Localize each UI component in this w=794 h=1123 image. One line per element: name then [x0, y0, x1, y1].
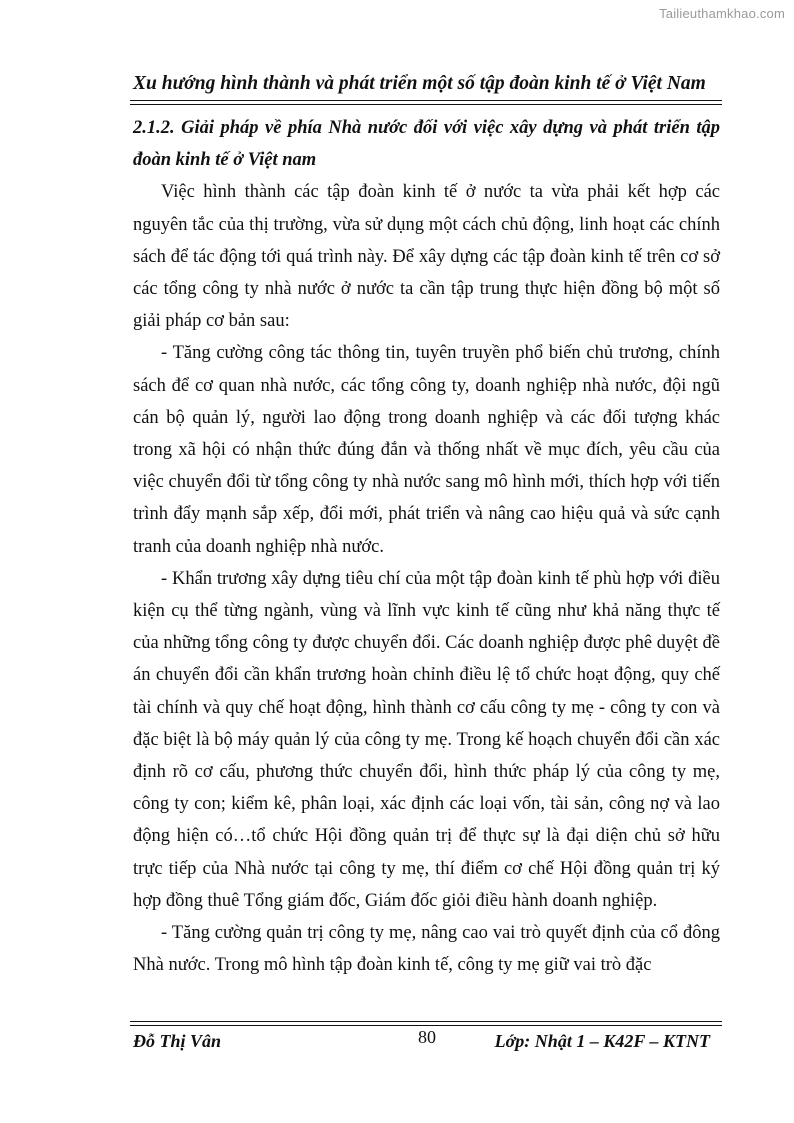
paragraph-bullet-information: - Tăng cường công tác thông tin, tuyên truyền phổ biến chủ trương, chính sách để cơ quan nhà nước, các tổng công ty, doanh nghiệp nhà nước, đội ngũ cán bộ quản lý, người lao động trong doanh nghiệp và các đối tượng khác trong xã hội có nhận thức đúng đắn và thống nhất về mục đích, yêu cầu của việc chuyển đổi từ tổng công ty nhà nước sang mô hình mới, thích hợp với tiến trình đẩy mạnh sắp xếp, đổi mới, phát triển và nâng cao hiệu quả và sức cạnh tranh của doanh nghiệp nhà nước. [133, 343, 720, 557]
footer-author: Đỗ Thị Vân [133, 1031, 222, 1051]
page-number: 80 [418, 1027, 436, 1047]
footer-class-info: Lớp: Nhật 1 – K42F – KTNT [494, 1031, 710, 1051]
paragraph-bullet-governance: - Tăng cường quản trị công ty mẹ, nâng cao vai trò quyết định của cổ đông Nhà nước. Trong mô hình tập đoàn kinh tế, công ty mẹ giữ vai trò đặc [133, 923, 720, 976]
section-heading: 2.1.2. Giải pháp về phía Nhà nước đối với việc xây dựng và phát triển tập đoàn kinh tế ở Việt nam [133, 118, 720, 171]
header-rule-lower [130, 104, 722, 105]
page-header-title: Xu hướng hình thành và phát triển một số tập đoàn kinh tế ở Việt Nam [133, 73, 706, 94]
paragraph-intro: Việc hình thành các tập đoàn kinh tế ở nước ta vừa phải kết hợp các nguyên tắc của thị trường, vừa sử dụng một cách chủ động, linh hoạt các chính sách để tác động tới quá trình này. Để xây dựng các tập đoàn kinh tế trên cơ sở các tổng công ty nhà nước ở nước ta cần tập trung thực hiện đồng bộ một số giải pháp cơ bản sau: [133, 182, 720, 332]
footer-rule-upper [130, 1021, 722, 1022]
watermark: Tailieuthamkhao.com [659, 6, 785, 21]
header-rule-upper [130, 100, 722, 101]
paragraph-bullet-criteria: - Khẩn trương xây dựng tiêu chí của một tập đoàn kinh tế phù hợp với điều kiện cụ thể từng ngành, vùng và lĩnh vực kinh tế cũng như khả năng thực tế của những tổng công ty được chuyển đổi. Các doanh nghiệp được phê duyệt đề án chuyển đổi cần khẩn trương hoàn chỉnh điều lệ tổ chức hoạt động, quy chế tài chính và quy chế hoạt động, hình thành cơ cấu công ty mẹ - công ty con và đặc biệt là bộ máy quản lý của công ty mẹ. Trong kế hoạch chuyển đổi cần xác định rõ cơ cấu, phương thức chuyển đổi, hình thức pháp lý của công ty mẹ, công ty con; kiểm kê, phân loại, xác định các loại vốn, tài sản, công nợ và lao động hiện có…tổ chức Hội đồng quản trị để thực sự là đại diện chủ sở hữu trực tiếp của Nhà nước tại công ty mẹ, thí điểm cơ chế Hội đồng quản trị ký hợp đồng thuê Tổng giám đốc, Giám đốc giỏi điều hành doanh nghiệp. [133, 568, 720, 911]
document-body [133, 110, 720, 981]
